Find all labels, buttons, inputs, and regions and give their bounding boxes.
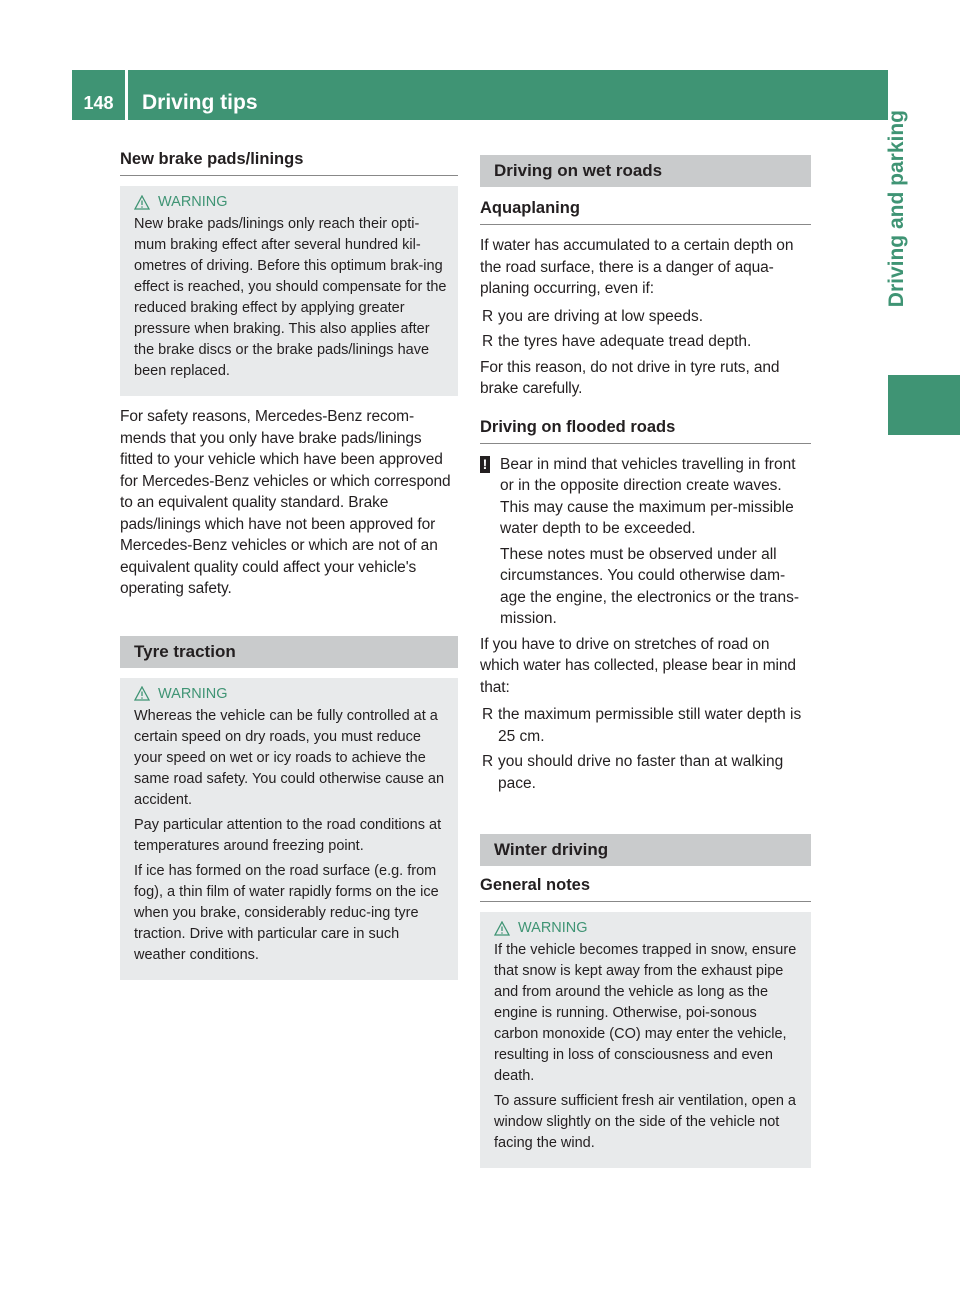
- bullet-mark: R: [482, 307, 494, 325]
- warning-paragraph: If the vehicle becomes trapped in snow, ensure that snow is kept away from the exhaust pipe and from around the vehicle as long as the engine is running. Otherwise, poi-sonous carbon monoxide (CO) may enter the vehicle, resulting in loss of consciousness and even death.: [494, 942, 797, 1084]
- aquaplaning-outro: For this reason, do not drive in tyre ruts, and brake carefully.: [480, 358, 780, 397]
- warning-box-tyre: [120, 678, 458, 980]
- list-item-text: the maximum permissible still water depth is 25 cm.: [498, 706, 802, 745]
- warning-paragraph: Pay particular attention to the road conditions at temperatures around freezing point.: [134, 816, 442, 854]
- list-item-text: you are driving at low speeds.: [498, 307, 704, 325]
- list-item-text: you should drive no faster than at walking pace.: [498, 753, 784, 792]
- heading-aquaplaning: Aquaplaning: [480, 199, 811, 225]
- right-column: [480, 155, 811, 1178]
- section-tyre-traction: Tyre traction: [120, 636, 458, 668]
- warning-paragraph: Whereas the vehicle can be fully controlled at a certain speed on dry roads, you must reduce your speed on wet or icy roads to achieve the same road safety. You could otherwise cause an accident.: [134, 707, 445, 808]
- list-item: [480, 306, 811, 328]
- warning-label: WARNING: [158, 194, 228, 210]
- note-block: [480, 454, 811, 634]
- warning-label: WARNING: [518, 920, 588, 936]
- warning-text: New brake pads/linings only reach their opti-mum braking effect after several hundred kil-ometres of driving. Before this optimum brak-ing effect is reached, you should compensate for the reduced braking effect by applying greater pressure when braking. This also applies after the brake discs or the brake pads/linings have been replaced.: [134, 216, 447, 379]
- warning-triangle-icon: [134, 195, 150, 210]
- warning-paragraph: If ice has formed on the road surface (e.g. from fog), a thin film of water rapidly forms on the ice when you brake, considerably reduc-ing tyre traction. Drive with particular care in such weather conditions.: [134, 862, 439, 963]
- bullet-mark: R: [482, 333, 494, 350]
- left-column: [120, 150, 458, 990]
- list-item: [480, 751, 811, 794]
- chapter-title: Driving tips: [142, 91, 258, 114]
- list-item: [480, 704, 811, 747]
- warning-box-brake: [120, 186, 458, 396]
- bullet-mark: R: [482, 753, 494, 770]
- side-tab-label: Driving and parking: [885, 110, 908, 308]
- note-paragraph: Bear in mind that vehicles travelling in front or in the opposite direction create waves. This may cause the maximum per-missible water depth to be exceeded.: [500, 455, 796, 537]
- warning-paragraph: To assure sufficient fresh air ventilation, open a window slightly on the side of the vehicle not facing the wind.: [494, 1093, 796, 1151]
- warning-title: [494, 920, 801, 936]
- exclamation-icon: !: [480, 456, 490, 473]
- section-wet-roads: Driving on wet roads: [480, 155, 811, 187]
- warning-label: WARNING: [158, 685, 228, 702]
- note-body: [500, 454, 811, 634]
- list-item-text: the tyres have adequate tread depth.: [498, 333, 752, 350]
- list-item: [480, 331, 811, 353]
- header-divider: [125, 70, 128, 120]
- warning-triangle-icon: [494, 921, 510, 936]
- warning-title: [134, 194, 448, 210]
- note-paragraph: These notes must be observed under all circumstances. You could otherwise dam-age the engine, the electronics or the trans-mission.: [500, 545, 799, 627]
- page-number: 148: [83, 93, 114, 113]
- section-winter-driving: Winter driving: [480, 834, 811, 866]
- heading-new-brake: New brake pads/linings: [120, 150, 458, 176]
- flooded-intro: If you have to drive on stretches of road on which water has collected, please bear in mind that:: [480, 635, 796, 696]
- warning-triangle-icon: [134, 686, 150, 701]
- heading-general-notes: General notes: [480, 876, 811, 902]
- bullet-mark: R: [482, 706, 494, 723]
- brake-body-text: For safety reasons, Mercedes-Benz recom-mends that you only have brake pads/linings fitted to your vehicle which have been approved for Mercedes-Benz vehicles or which correspond to an equivalent quality standard. Brake pads/linings which have not been approved for Mercedes-Benz vehicles or which are not of an equivalent quality could affect your vehicle's operating safety.: [120, 408, 451, 597]
- warning-box-winter: [480, 912, 811, 1168]
- heading-flooded-roads: Driving on flooded roads: [480, 418, 811, 444]
- aquaplaning-intro: If water has accumulated to a certain depth on the road surface, there is a danger of aqua-planing occurring, even if:: [480, 237, 794, 297]
- side-tab-block: [888, 375, 960, 435]
- warning-title: [134, 686, 448, 702]
